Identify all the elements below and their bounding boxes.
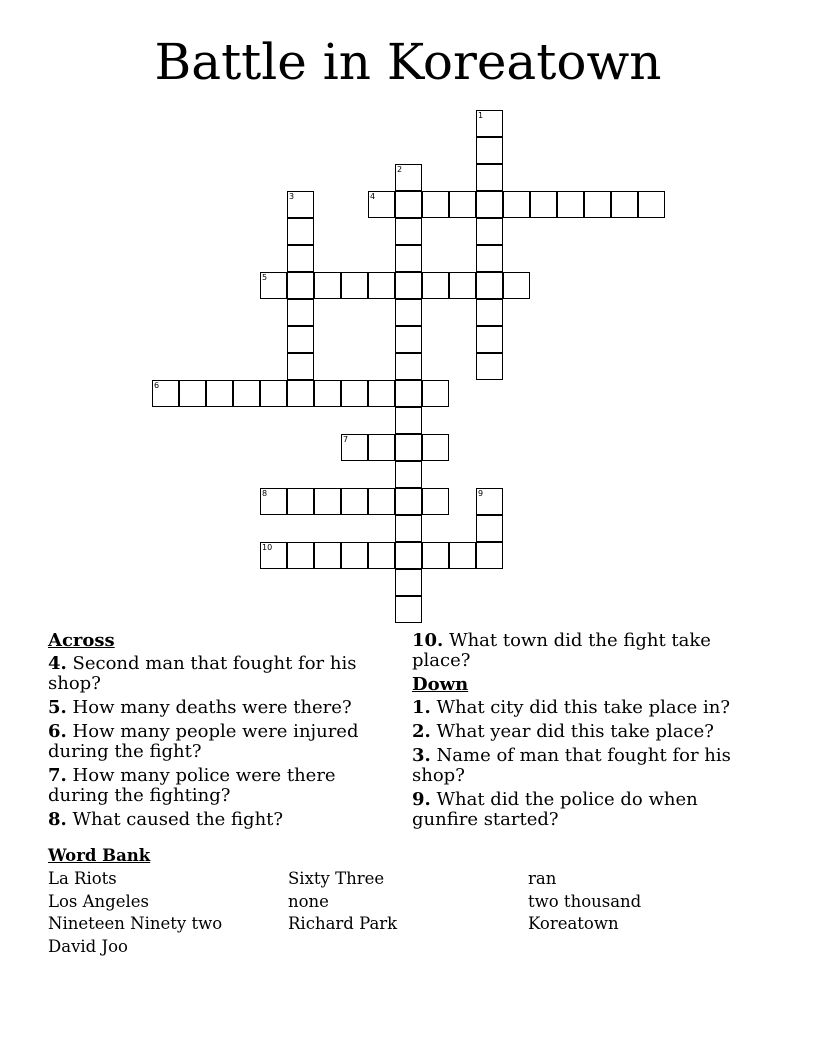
cell-number: 10 [262, 543, 273, 552]
grid-cell[interactable] [476, 488, 503, 515]
clue-number: 7. [48, 765, 67, 786]
clue-number: 6. [48, 721, 67, 742]
grid-cell[interactable] [287, 299, 314, 326]
grid-cell[interactable] [395, 434, 422, 461]
cell-number: 1 [478, 111, 484, 120]
clue-text: Second man that fought for his shop? [48, 653, 357, 694]
cell-number: 8 [262, 489, 268, 498]
grid-cell[interactable] [395, 407, 422, 434]
grid-cell[interactable] [341, 434, 368, 461]
clue-text: What did the police do when gunfire started? [412, 789, 698, 830]
grid-cell[interactable] [422, 434, 449, 461]
word-bank-item: none [288, 891, 329, 911]
grid-cell[interactable] [476, 245, 503, 272]
grid-cell[interactable] [395, 299, 422, 326]
across-heading: Across [48, 630, 115, 651]
clue-text: Name of man that fought for his shop? [412, 745, 731, 786]
grid-cell[interactable] [395, 164, 422, 191]
grid-cell[interactable] [449, 542, 476, 569]
word-bank [48, 846, 768, 958]
grid-cell[interactable] [503, 272, 530, 299]
grid-cell[interactable] [422, 272, 449, 299]
grid-cell[interactable] [584, 191, 611, 218]
grid-cell[interactable] [341, 272, 368, 299]
grid-cell[interactable] [260, 488, 287, 515]
clue-number: 4. [48, 653, 67, 674]
grid-cell[interactable] [287, 191, 314, 218]
cell-number: 3 [289, 192, 295, 201]
word-bank-item: Nineteen Ninety two [48, 914, 223, 933]
clue-number: 8. [48, 809, 67, 830]
grid-cell[interactable] [341, 488, 368, 515]
grid-cell[interactable] [476, 191, 503, 218]
word-bank-item: ran [528, 869, 557, 888]
clue-number: 3. [412, 745, 431, 766]
grid-cell[interactable] [233, 380, 260, 407]
clues-column-right [412, 631, 752, 834]
grid-cell[interactable] [422, 380, 449, 407]
grid-cell[interactable] [287, 353, 314, 380]
grid-cell[interactable] [341, 380, 368, 407]
word-bank-item: two thousand [528, 891, 642, 911]
clue-text: How many deaths were there? [72, 697, 352, 718]
grid-cell[interactable] [368, 380, 395, 407]
grid-cell[interactable] [260, 272, 287, 299]
grid-cell[interactable] [395, 569, 422, 596]
cell-number: 9 [478, 489, 484, 498]
clue-across-10 [412, 631, 752, 671]
clue-across-8 [48, 810, 368, 830]
grid-cell[interactable] [395, 218, 422, 245]
grid-cell[interactable] [314, 272, 341, 299]
grid-cell[interactable] [395, 191, 422, 218]
grid-cell[interactable] [368, 191, 395, 218]
word-bank-item: Koreatown [528, 914, 619, 933]
cell-number: 7 [343, 435, 349, 444]
grid-cell[interactable] [341, 542, 368, 569]
grid-cell[interactable] [260, 380, 287, 407]
clue-text: What city did this take place in? [436, 697, 731, 718]
grid-cell[interactable] [476, 164, 503, 191]
clue-across-4 [48, 654, 368, 694]
cell-number: 6 [154, 381, 160, 390]
grid-cell[interactable] [287, 272, 314, 299]
clue-text: What caused the fight? [72, 809, 284, 830]
puzzle-title: Battle in Koreatown [154, 33, 662, 91]
grid-cell[interactable] [395, 461, 422, 488]
clue-number: 9. [412, 789, 431, 810]
grid-cell[interactable] [314, 380, 341, 407]
grid-cell[interactable] [287, 245, 314, 272]
clue-down-2 [412, 722, 752, 742]
cell-number: 2 [397, 165, 403, 174]
grid-cell[interactable] [530, 191, 557, 218]
clue-number: 2. [412, 721, 431, 742]
word-bank-item: David Joo [48, 936, 128, 956]
grid-cell[interactable] [314, 542, 341, 569]
grid-cell[interactable] [368, 488, 395, 515]
grid-cell[interactable] [395, 353, 422, 380]
down-heading: Down [412, 674, 469, 695]
grid-cell[interactable] [476, 299, 503, 326]
grid-cell[interactable] [368, 542, 395, 569]
grid-cell[interactable] [395, 542, 422, 569]
grid-cell[interactable] [422, 488, 449, 515]
clue-across-7 [48, 766, 368, 806]
word-bank-list [48, 868, 768, 958]
clue-down-9 [412, 790, 752, 830]
word-bank-item: Sixty Three [288, 869, 385, 888]
grid-cell[interactable] [395, 326, 422, 353]
grid-cell[interactable] [476, 542, 503, 569]
grid-cell[interactable] [476, 218, 503, 245]
cell-number: 5 [262, 273, 268, 282]
clue-text: How many police were there during the fighting? [48, 765, 336, 806]
clue-down-3 [412, 746, 752, 786]
grid-cell[interactable] [395, 596, 422, 623]
grid-cell[interactable] [395, 245, 422, 272]
clue-across-6 [48, 722, 368, 762]
grid-cell[interactable] [152, 380, 179, 407]
grid-cell[interactable] [476, 137, 503, 164]
clue-text: What town did the fight take place? [412, 630, 711, 671]
grid-cell[interactable] [368, 272, 395, 299]
word-bank-heading: Word Bank [48, 846, 151, 865]
grid-cell[interactable] [179, 380, 206, 407]
grid-cell[interactable] [287, 488, 314, 515]
grid-cell[interactable] [449, 272, 476, 299]
grid-cell[interactable] [395, 488, 422, 515]
clue-across-5 [48, 698, 368, 718]
grid-cell[interactable] [476, 353, 503, 380]
clue-number: 10. [412, 630, 444, 651]
word-bank-item: Los Angeles [48, 891, 149, 911]
grid-cell[interactable] [395, 272, 422, 299]
clue-down-1 [412, 698, 752, 718]
grid-cell[interactable] [638, 191, 665, 218]
word-bank-item: La Riots [48, 869, 117, 888]
clues-column-left [48, 631, 368, 834]
clue-number: 1. [412, 697, 431, 718]
clue-text: What year did this take place? [436, 721, 714, 742]
grid-cell[interactable] [206, 380, 233, 407]
grid-cell[interactable] [287, 218, 314, 245]
grid-cell[interactable] [422, 191, 449, 218]
grid-cell[interactable] [476, 326, 503, 353]
grid-cell[interactable] [395, 380, 422, 407]
grid-cell[interactable] [503, 191, 530, 218]
grid-cell[interactable] [449, 191, 476, 218]
grid-cell[interactable] [611, 191, 638, 218]
grid-cell[interactable] [260, 542, 287, 569]
word-bank-item: Richard Park [288, 914, 398, 933]
grid-cell[interactable] [422, 542, 449, 569]
clue-text: How many people were injured during the fight? [48, 721, 359, 762]
grid-cell[interactable] [476, 110, 503, 137]
grid-cell[interactable] [476, 272, 503, 299]
grid-cell[interactable] [287, 326, 314, 353]
clue-number: 5. [48, 697, 67, 718]
grid-cell[interactable] [287, 542, 314, 569]
grid-cell[interactable] [287, 380, 314, 407]
grid-cell[interactable] [314, 488, 341, 515]
grid-cell[interactable] [368, 434, 395, 461]
grid-cell[interactable] [557, 191, 584, 218]
grid-cell[interactable] [476, 515, 503, 542]
grid-cell[interactable] [395, 515, 422, 542]
cell-number: 4 [370, 192, 376, 201]
